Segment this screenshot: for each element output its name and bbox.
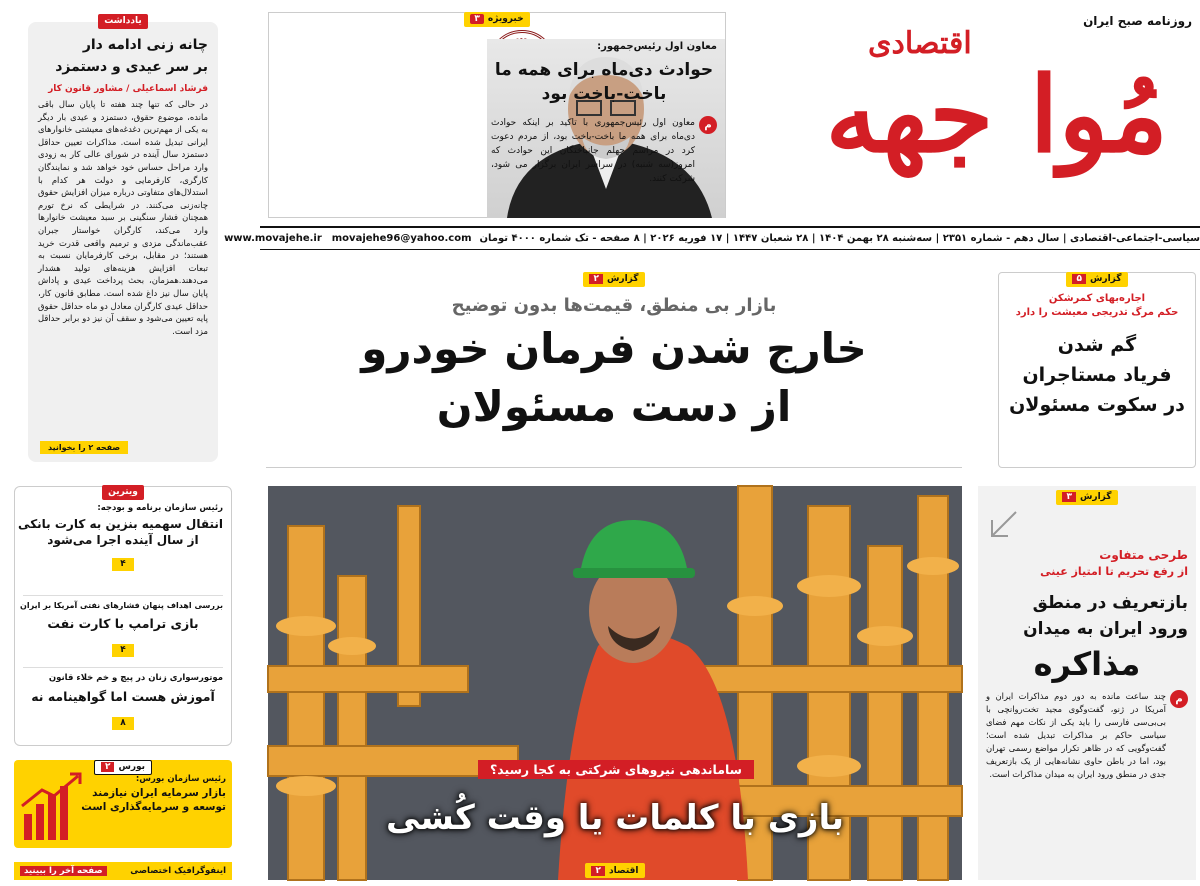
bourse-footer xyxy=(14,862,232,880)
note-tag: یادداشت xyxy=(98,14,147,29)
showcase-kicker: موتورسواری زنان در پیچ و خم خلاء قانون xyxy=(48,673,223,683)
masthead-logo xyxy=(748,26,1168,220)
showcase-title: انتقال سهمیه بنزین به کارت بانکی xyxy=(18,517,223,531)
top-story-body: معاون اول رئیس‌جمهوری با تاکید بر اینکه حوادث دی‌ماه برای همه ما باخت-باخت بود، از مردم دعوت کرد در مراسم چهلم جانباختگان این حوادث که امروز(سه شنبه) در سراسر ایران برگزار می شود، شرکت کنند. xyxy=(491,118,695,184)
negotiation-headline-1: بازتعریف در منطق xyxy=(1032,593,1188,613)
bourse-tag-page: ۲ xyxy=(101,762,115,772)
top-story-headline-1: حوادث دی‌ماه برای همه ما xyxy=(494,60,714,80)
showcase-item[interactable] xyxy=(23,673,223,730)
photo-story-tag-label: اقتصاد xyxy=(608,865,639,876)
bourse-panel[interactable] xyxy=(14,760,232,848)
photo-story-tag-page: ۲ xyxy=(591,866,605,876)
top-story-kicker: معاون اول رئیس‌جمهور: xyxy=(597,41,717,52)
rent-story[interactable] xyxy=(998,272,1196,468)
main-report-tag-page: ۲ xyxy=(589,274,603,284)
showcase-panel xyxy=(14,486,232,746)
photo-caption-kicker-box xyxy=(478,760,754,779)
rent-story-headline-2: فریاد مستاجران xyxy=(1022,364,1172,386)
negotiation-body: چند ساعت مانده به دور دوم مذاکرات ایران و آمریکا در ژنو، گفت‌وگوی مجید تخت‌روانچی با بی‌بی‌سی فارسی را باید یکی از نکات مهم فضای سیاسی حاکم بر مذاکرات تبدیل شده است؛ گفت‌وگویی که در ظاهر تکرار مواضع رسمی تهران بود، اما در باطن حاوی نشانه‌هایی از یک بازتعریف جدی در منطق ورود ایران به میدان مذاکرات است. xyxy=(986,691,1166,779)
bourse-tag xyxy=(94,760,152,775)
website-link[interactable]: www.movajehe.ir xyxy=(224,233,322,244)
main-report[interactable] xyxy=(266,262,962,468)
negotiation-story-tag xyxy=(1056,490,1117,505)
rent-story-tag xyxy=(1066,272,1127,287)
bar-chart-icon xyxy=(20,772,84,842)
showcase-kicker: رئیس سازمان برنامه و بودجه: xyxy=(97,503,223,513)
note-continue[interactable]: صفحه ۲ را بخوانید xyxy=(40,441,128,454)
masthead-logo-sub: اقتصادی xyxy=(868,26,972,61)
bourse-footer-right: اینفوگرافیک اختصاصی xyxy=(130,866,226,876)
note-author: فرشاد اسماعیلی / مشاور قانون کار xyxy=(48,84,208,94)
rent-story-kicker-2: حکم مرگ تدریجی معیشت را دارد xyxy=(1015,307,1179,318)
negotiation-kicker-2: از رفع تحریم تا امتیاز عینی xyxy=(1040,565,1188,578)
showcase-divider xyxy=(23,667,223,668)
showcase-kicker: بررسی اهداف پنهان فشارهای نفتی آمریکا بر ایران xyxy=(20,601,223,610)
negotiation-story[interactable] xyxy=(978,486,1196,880)
showcase-item[interactable] xyxy=(20,601,223,657)
showcase-title: بازی ترامپ با کارت نفت xyxy=(47,616,199,631)
showcase-page: ۴ xyxy=(112,558,134,571)
main-report-kicker: بازار بی منطق، قیمت‌ها بدون توضیح xyxy=(451,294,777,316)
negotiation-story-tag-label: گزارش xyxy=(1079,492,1112,502)
note-headline-1: چانه زنی ادامه دار xyxy=(82,37,208,53)
bourse-tag-label: بورس xyxy=(118,762,146,772)
bourse-footer-left[interactable]: صفحه آخر را ببینید xyxy=(20,866,107,876)
top-story-tag xyxy=(464,12,529,27)
main-report-headline-2: از دست مسئولان xyxy=(436,381,792,431)
negotiation-headline-2: ورود ایران به میدان xyxy=(1023,619,1188,639)
photo-story-tag xyxy=(585,863,644,878)
main-report-headline-1: خارج شدن فرمان خودرو xyxy=(361,323,867,373)
main-report-tag xyxy=(583,272,644,287)
photo-story[interactable] xyxy=(268,486,962,880)
movajehe-bullet-icon: م xyxy=(1170,690,1188,708)
bourse-title-2: توسعه و سرمایه‌گذاری است xyxy=(81,801,226,813)
arrow-diagonal-icon xyxy=(986,508,1020,542)
rent-story-headline-1: گم شدن xyxy=(1057,334,1137,356)
note-headline-2: بر سر عیدی و دستمزد xyxy=(55,59,208,75)
showcase-title: آموزش هست اما گواهینامه نه xyxy=(31,689,215,704)
bourse-kicker: رئیس سازمان بورس: xyxy=(135,774,226,784)
note-body: در حالی که تنها چند هفته تا پایان سال باقی مانده، موضوع حقوق، دستمزد و عیدی بار دیگر به یکی از مهم‌ترین دغدغه‌های معیشتی خانوارهای ایرانی تبدیل شده است. مذاکرات تعیین حداقل دستمزد سال آینده در شورای عالی کار به زودی وارد مراحل حساس خود خواهد شد و نمایندگان کارگری، کارفرمایی و دولت هر کدام با استدلال‌های متفاوتی درباره میزان افزایش حقوق چانه‌زنی می‌کنند. در شرایطی که نرخ تورم همچنان فشار سنگینی بر سبد معیشت خانوارها وارد می‌کند، کارگران خواستار جبران عقب‌ماندگی مزدی و ترمیم واقعی قدرت خرید هستند؛ در مقابل، برخی کارفرمایان نسبت به تبعات افزایش هزینه‌های تولید هشدار می‌دهند.همزمان، بحث پرداخت عیدی و پاداش پایان سال نیز داغ شده است. مطابق قانون کار، حداقل عیدی کارگران معادل دو ماه حداقل حقوق پایه تعیین می‌شود و سقف آن نیز دو برابر حداقل مزد است. xyxy=(38,99,208,336)
info-line: سیاسی-اجتماعی-اقتصادی | سال دهم - شماره ۲۳۵۱ | سه‌شنبه ۲۸ بهمن ۱۴۰۴ | ۲۸ شعبان ۱۴۴۷ | ۱۷ فوریه ۲۰۲۶ | ۸ صفحه - تک شماره ۴۰۰۰ تومان xyxy=(479,233,1200,244)
rent-story-tag-label: گزارش xyxy=(1089,274,1122,284)
showcase-tag: ویترین xyxy=(102,485,144,500)
photo-caption-kicker: ساماندهی نیروهای شرکتی به کجا رسید؟ xyxy=(490,762,742,777)
negotiation-story-tag-page: ۳ xyxy=(1062,492,1076,502)
showcase-page: ۸ xyxy=(112,717,134,730)
masthead-logo-main: مُوا جهه xyxy=(825,53,1168,176)
masthead-tagline: روزنامه صبح ایران xyxy=(1083,14,1192,28)
bourse-title-1: بازار سرمایه ایران نیازمند xyxy=(92,787,226,799)
rent-story-tag-page: ۵ xyxy=(1072,274,1086,284)
top-story[interactable] xyxy=(268,12,726,218)
tag-page: ۳ xyxy=(470,14,484,24)
movajehe-bullet-icon: م xyxy=(699,116,717,134)
email-link[interactable]: movajehe96@yahoo.com xyxy=(331,233,472,244)
main-report-tag-label: گزارش xyxy=(606,274,639,284)
negotiation-kicker-1: طرحی متفاوت xyxy=(1099,548,1188,562)
showcase-item[interactable] xyxy=(18,503,223,571)
showcase-title-2: از سال آینده اجرا می‌شود xyxy=(47,533,199,547)
photo-caption-title: بازی با کلمات یا وقت کُشی xyxy=(385,798,845,838)
top-story-headline-2: باخت-باخت بود xyxy=(541,84,667,104)
negotiation-headline-3: مذاکره xyxy=(1033,645,1141,683)
rent-story-headline-3: در سکوت مسئولان xyxy=(1009,394,1185,416)
rent-story-kicker-1: اجاره‌بهای کمرشکن xyxy=(1048,293,1146,304)
showcase-page: ۴ xyxy=(112,644,134,657)
tag-label: خبرویژه xyxy=(487,14,524,24)
note-panel[interactable] xyxy=(28,16,218,462)
showcase-divider xyxy=(23,595,223,596)
info-bar xyxy=(224,226,1200,250)
